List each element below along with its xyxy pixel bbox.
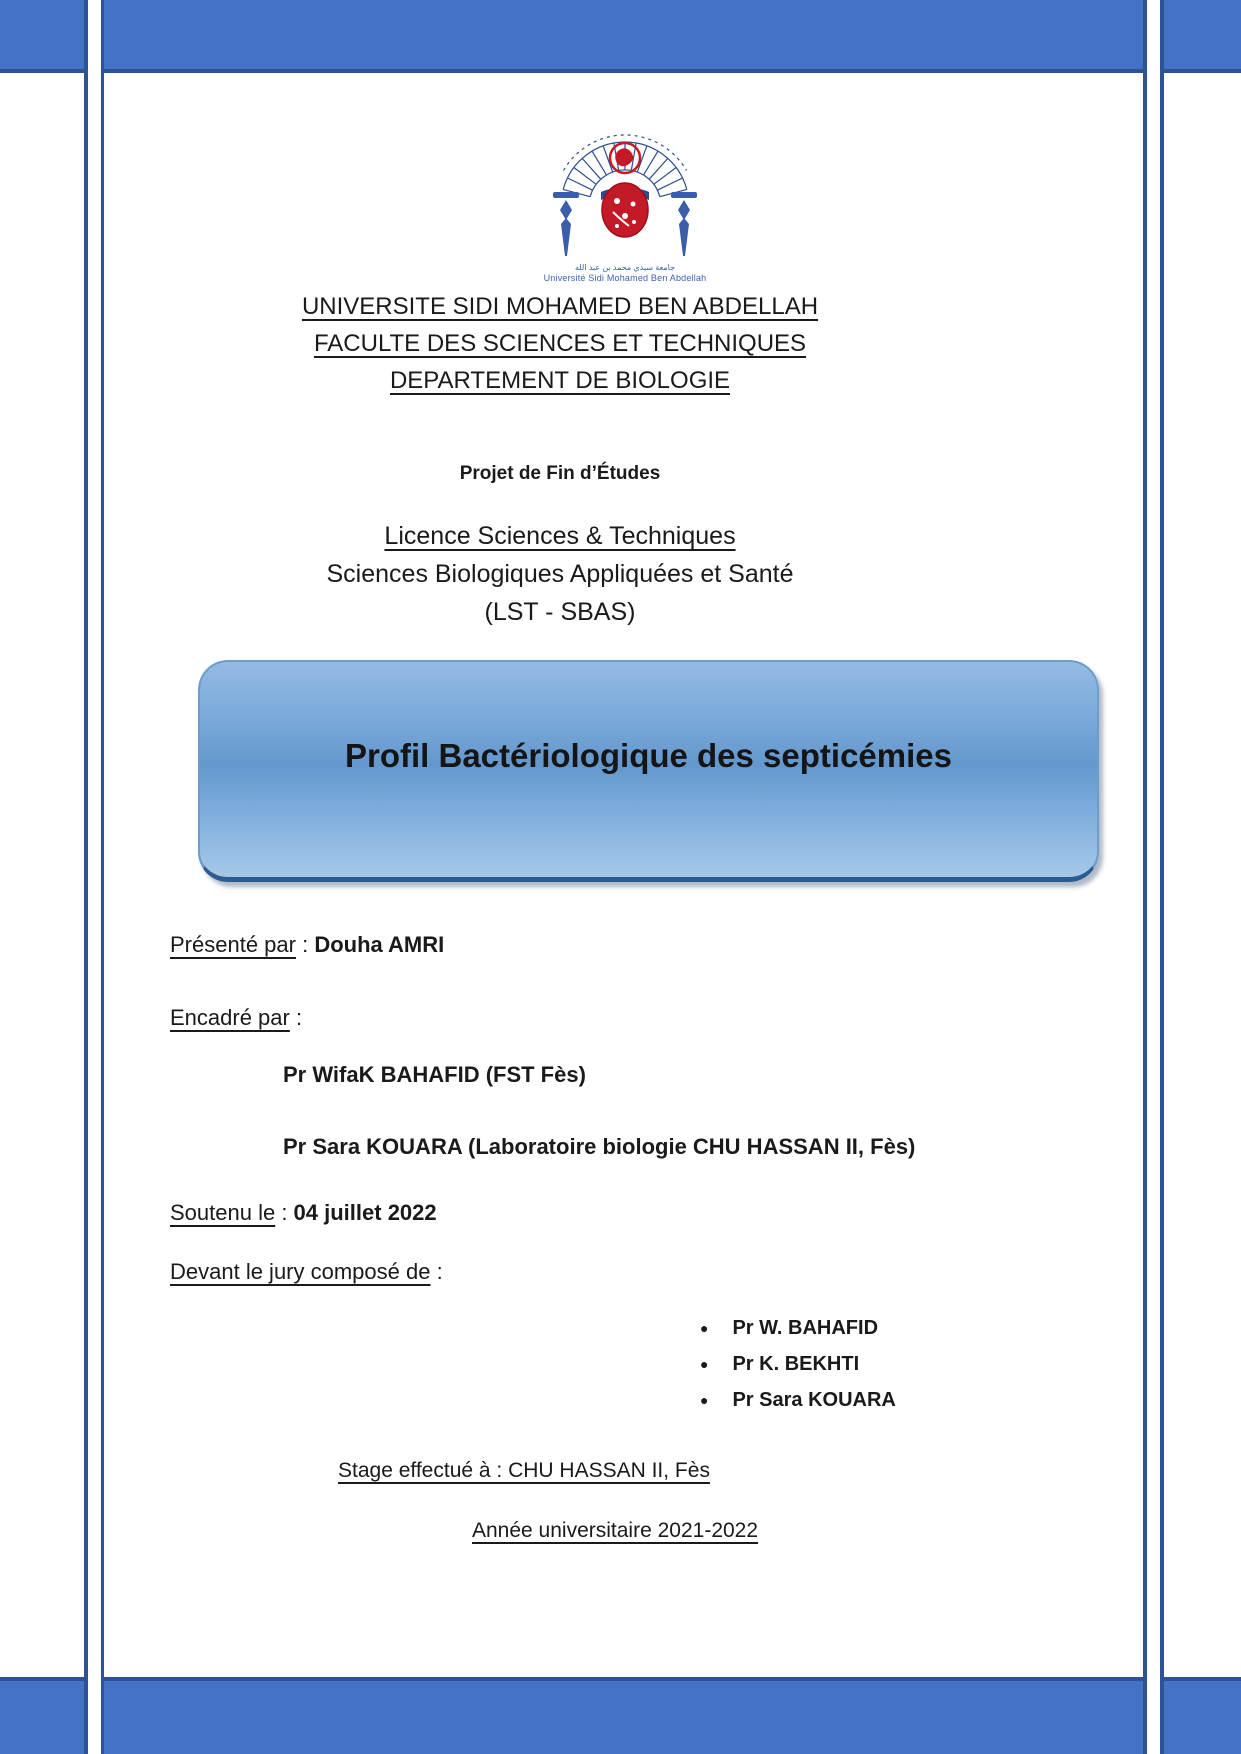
frame-left-outer-line [84, 0, 88, 1754]
jury-member-name: Pr K. BEKHTI [732, 1352, 860, 1375]
frame-right-outer-line [1160, 0, 1164, 1754]
bullet-icon: ● [700, 1392, 709, 1408]
project-type: Projet de Fin d’Études [459, 463, 661, 484]
supervised-by-colon: : [289, 1005, 303, 1030]
jury-member-name: Pr Sara KOUARA [732, 1388, 896, 1411]
jury-member-row [700, 1346, 896, 1382]
specialty-name: Sciences Biologiques Appliquées et Santé [326, 560, 794, 588]
faculty-name: FACULTE DES SCIENCES ET TECHNIQUES [313, 330, 807, 357]
academic-year-line: Année universitaire 2021-2022 [472, 1519, 759, 1542]
supervisor-1: Pr WifaK BAHAFID (FST Fès) [283, 1062, 586, 1087]
defense-date-line [170, 1200, 437, 1226]
bullet-icon: ● [700, 1356, 709, 1372]
supervisor-2: Pr Sara KOUARA (Laboratoire biologie CHU HASSAN II, Fès) [283, 1134, 916, 1159]
student-name: Douha AMRI [314, 932, 445, 957]
frame-corner-bottom-right [1164, 1677, 1241, 1754]
university-logo-icon [543, 108, 707, 258]
university-logo [543, 108, 707, 283]
jury-intro-label: Devant le jury composé de [170, 1259, 431, 1284]
jury-member-name: Pr W. BAHAFID [732, 1316, 879, 1339]
supervised-by-line [170, 1005, 302, 1031]
defense-date: 04 juillet 2022 [293, 1200, 437, 1225]
internship-location-line: Stage effectué à : CHU HASSAN II, Fès [338, 1459, 710, 1482]
degree-name: Licence Sciences & Techniques [384, 522, 736, 550]
presented-by-separator: : [295, 932, 315, 957]
department-name: DEPARTEMENT DE BIOLOGIE [389, 367, 731, 394]
frame-top-band [104, 0, 1143, 73]
thesis-title-box [198, 660, 1099, 882]
university-name: UNIVERSITE SIDI MOHAMED BEN ABDELLAH [301, 293, 819, 320]
jury-intro-line [170, 1259, 443, 1285]
supervised-by-label: Encadré par [170, 1005, 290, 1030]
jury-member-list [700, 1310, 896, 1418]
defense-date-label: Soutenu le [170, 1200, 276, 1225]
frame-corner-top-left [0, 0, 84, 73]
jury-intro-colon: : [430, 1259, 443, 1284]
presented-by-line [170, 932, 444, 958]
university-headings [102, 288, 1018, 399]
thesis-title: Profil Bactériologique des septicémies [344, 736, 953, 774]
logo-caption-arabic: جامعة سيدي محمد بن عبد الله [574, 263, 676, 272]
specialty-abbreviation: (LST - SBAS) [484, 598, 636, 626]
presented-by-label: Présenté par [170, 932, 296, 957]
defense-date-separator: : [275, 1200, 294, 1225]
frame-corner-top-right [1164, 0, 1241, 73]
frame-left-inner-line [101, 0, 104, 1754]
jury-member-row [700, 1382, 896, 1418]
frame-bottom-band [104, 1677, 1143, 1754]
bullet-icon: ● [700, 1320, 709, 1336]
jury-member-row [700, 1310, 896, 1346]
frame-corner-bottom-left [0, 1677, 84, 1754]
frame-right-inner-line [1143, 0, 1147, 1754]
logo-caption-latin: Université Sidi Mohamed Ben Abdellah [543, 273, 707, 283]
